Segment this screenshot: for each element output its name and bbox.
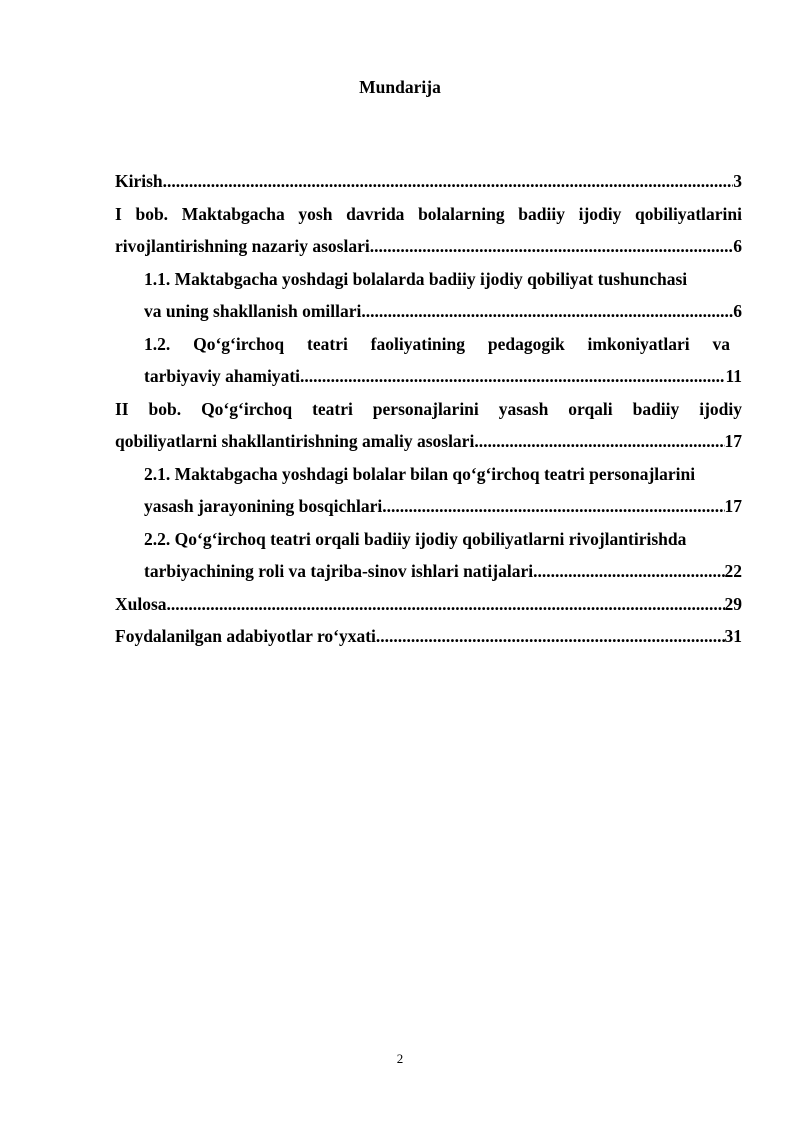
toc-entry-section-2-2 xyxy=(115,523,742,588)
dot-leader xyxy=(376,620,725,653)
toc-page-number: 3 xyxy=(733,171,742,191)
dot-leader xyxy=(370,230,734,263)
dot-leader xyxy=(474,425,724,458)
toc-entry-section-1-1 xyxy=(115,263,742,328)
dot-leader xyxy=(163,165,734,198)
toc-entry-text-line: qobiliyatlarni shakllantirishning amaliy asoslari xyxy=(115,431,475,451)
toc-entry-text-line: yasash jarayonining bosqichlari xyxy=(144,496,383,516)
toc-entry-chapter-1 xyxy=(115,198,742,263)
toc-entry-references xyxy=(115,620,742,653)
toc-entry-text-line: tarbiyaviy ahamiyati xyxy=(144,366,301,386)
dot-leader xyxy=(361,295,733,328)
toc-entry-text-line: 1.2. Qo‘g‘irchoq teatri faoliyatining pedagogik imkoniyatlari va xyxy=(144,333,730,354)
toc-entry-text-line: II bob. Qo‘g‘irchoq teatri personajlarini yasash orqali badiiy ijodiy xyxy=(115,398,742,419)
toc-entry-xulosa xyxy=(115,588,742,621)
dot-leader xyxy=(533,555,724,588)
toc-page-number: 31 xyxy=(724,626,742,646)
dot-leader xyxy=(382,490,724,523)
toc-entry-chapter-2 xyxy=(115,393,742,458)
table-of-contents xyxy=(115,165,742,653)
toc-page-number: 6 xyxy=(733,236,742,256)
dot-leader xyxy=(167,588,725,621)
toc-entry-section-1-2 xyxy=(115,328,742,393)
toc-entry-text: Kirish xyxy=(115,171,163,191)
toc-entry-text-line: 2.2. Qo‘g‘irchoq teatri orqali badiiy ijodiy qobiliyatlarni rivojlantirishda xyxy=(144,528,687,549)
toc-entry-kirish xyxy=(115,165,742,198)
dot-leader xyxy=(300,360,725,393)
toc-entry-text-line: I bob. Maktabgacha yosh davrida bolalarning badiiy ijodiy qobiliyatlarini xyxy=(115,203,742,224)
toc-entry-text-line: va uning shakllanish omillari xyxy=(144,301,362,321)
toc-page-number: 29 xyxy=(724,593,742,614)
toc-page-number: 6 xyxy=(733,301,742,321)
toc-page-number: 17 xyxy=(724,431,742,451)
toc-entry-section-2-1 xyxy=(115,458,742,523)
toc-page-number: 17 xyxy=(724,496,742,516)
page-number: 2 xyxy=(396,1051,404,1066)
toc-entry-text-line: 2.1. Maktabgacha yoshdagi bolalar bilan qo‘g‘irchoq teatri personajlarini xyxy=(144,463,696,484)
toc-entry-text: Xulosa xyxy=(115,593,167,614)
toc-page-number: 22 xyxy=(724,561,742,581)
toc-page-number: 11 xyxy=(725,366,742,386)
toc-entry-text-line: rivojlantirishning nazariy asoslari xyxy=(115,236,370,256)
toc-entry-text-line: tarbiyachining roli va tajriba-sinov ishlari natijalari xyxy=(144,561,534,581)
document-title: Mundarija xyxy=(359,77,441,97)
toc-entry-text-line: 1.1. Maktabgacha yoshdagi bolalarda badiiy ijodiy qobiliyat tushunchasi xyxy=(144,268,688,289)
toc-entry-text: Foydalanilgan adabiyotlar ro‘yxati xyxy=(115,626,376,646)
